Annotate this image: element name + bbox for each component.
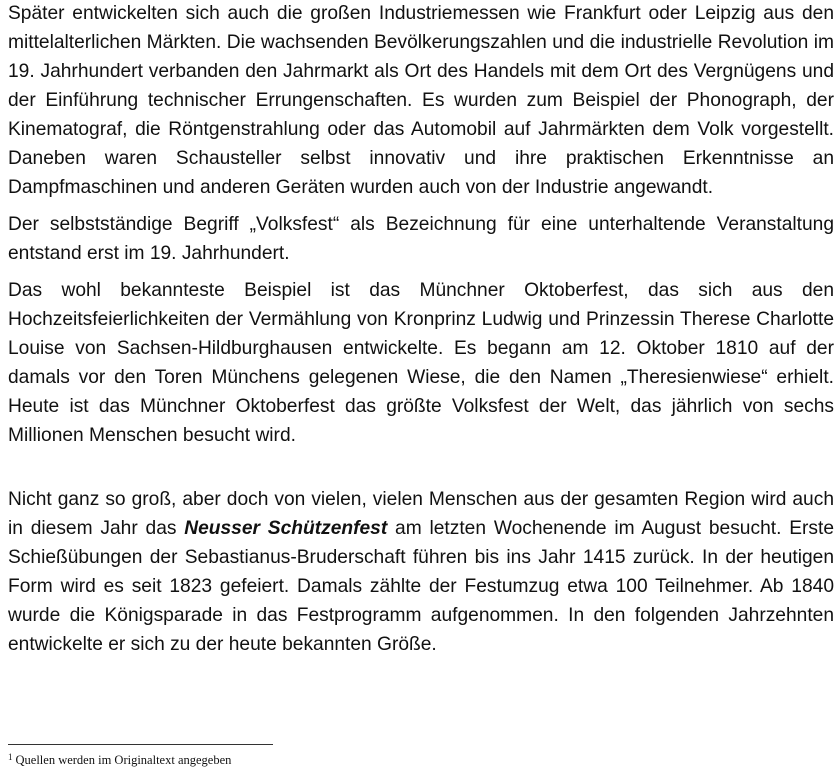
paragraph-industriemessen: Später entwickelten sich auch die großen Industriemessen wie Frankfurt oder Leipzig aus den mittelalterlichen Märkten. Die wachsenden Bevölkerungszahlen und die industrielle Revolution im 19. Jahrhundert verbanden den Jahrmarkt als Ort des Handels mit dem Ort des Vergnügens und der Einführung technischer Errungenschaften. Es wurden zum Beispiel der Phonograph, der Kinematograf, die Röntgenstrahlung oder das Automobil auf Jahrmärkten dem Volk vorgestellt. Daneben waren Schausteller selbst innovativ und ihre praktischen Erkenntnisse an Dampfmaschinen und anderen Geräten wurden auch von der Industrie angewandt. bbox=[8, 3, 834, 198]
paragraph-text-before: Nicht ganz so groß, aber doch von vielen, vielen Menschen aus der gesamten Region wird auch in diesem Jahr das bbox=[8, 489, 834, 539]
footnote bbox=[8, 749, 231, 768]
emphasis-neusser-schuetzenfest: Neusser Schützenfest bbox=[184, 518, 388, 539]
section-spacer bbox=[8, 450, 834, 485]
footnote-separator bbox=[8, 744, 273, 745]
footnote-marker: 1 bbox=[8, 752, 13, 762]
footnote-text: Quellen werden im Originaltext angegeben bbox=[15, 753, 232, 767]
paragraph-volksfest-begriff: Der selbstständige Begriff „Volksfest“ als Bezeichnung für eine unterhaltende Veranstaltung entstand erst im 19. Jahrhundert. bbox=[8, 214, 834, 264]
paragraph-spacer bbox=[8, 202, 834, 210]
paragraph-oktoberfest: Das wohl bekannteste Beispiel ist das Münchner Oktoberfest, das sich aus den Hochzeitsfeierlichkeiten der Vermählung von Kronprinz Ludwig und Prinzessin Therese Charlotte Louise von Sachsen-Hildburghausen entwickelte. Es begann am 12. Oktober 1810 auf der damals vor den Toren Münchens gelegenen Wiese, die den Namen „Theresienwiese“ erhielt. Heute ist das Münchner Oktoberfest das größte Volksfest der Welt, das jährlich von sechs Millionen Menschen besucht wird. bbox=[8, 280, 834, 446]
paragraph-text-after: am letzten Wochenende im August besucht. Erste Schießübungen der Sebastianus-Bruderschaft führen bis ins Jahr 1415 zurück. In der heutigen Form wird es seit 1823 gefeiert. Damals zählte der Festumzug etwa 100 Teilnehmer. Ab 1840 wurde die Königsparade in das Festprogramm aufgenommen. In den folgenden Jahrzehnten entwickelte er sich zu der heute bekannten Größe. bbox=[8, 518, 834, 655]
paragraph-neusser-schuetzenfest bbox=[8, 485, 834, 659]
paragraph-spacer bbox=[8, 268, 834, 276]
document-body bbox=[8, 0, 834, 659]
